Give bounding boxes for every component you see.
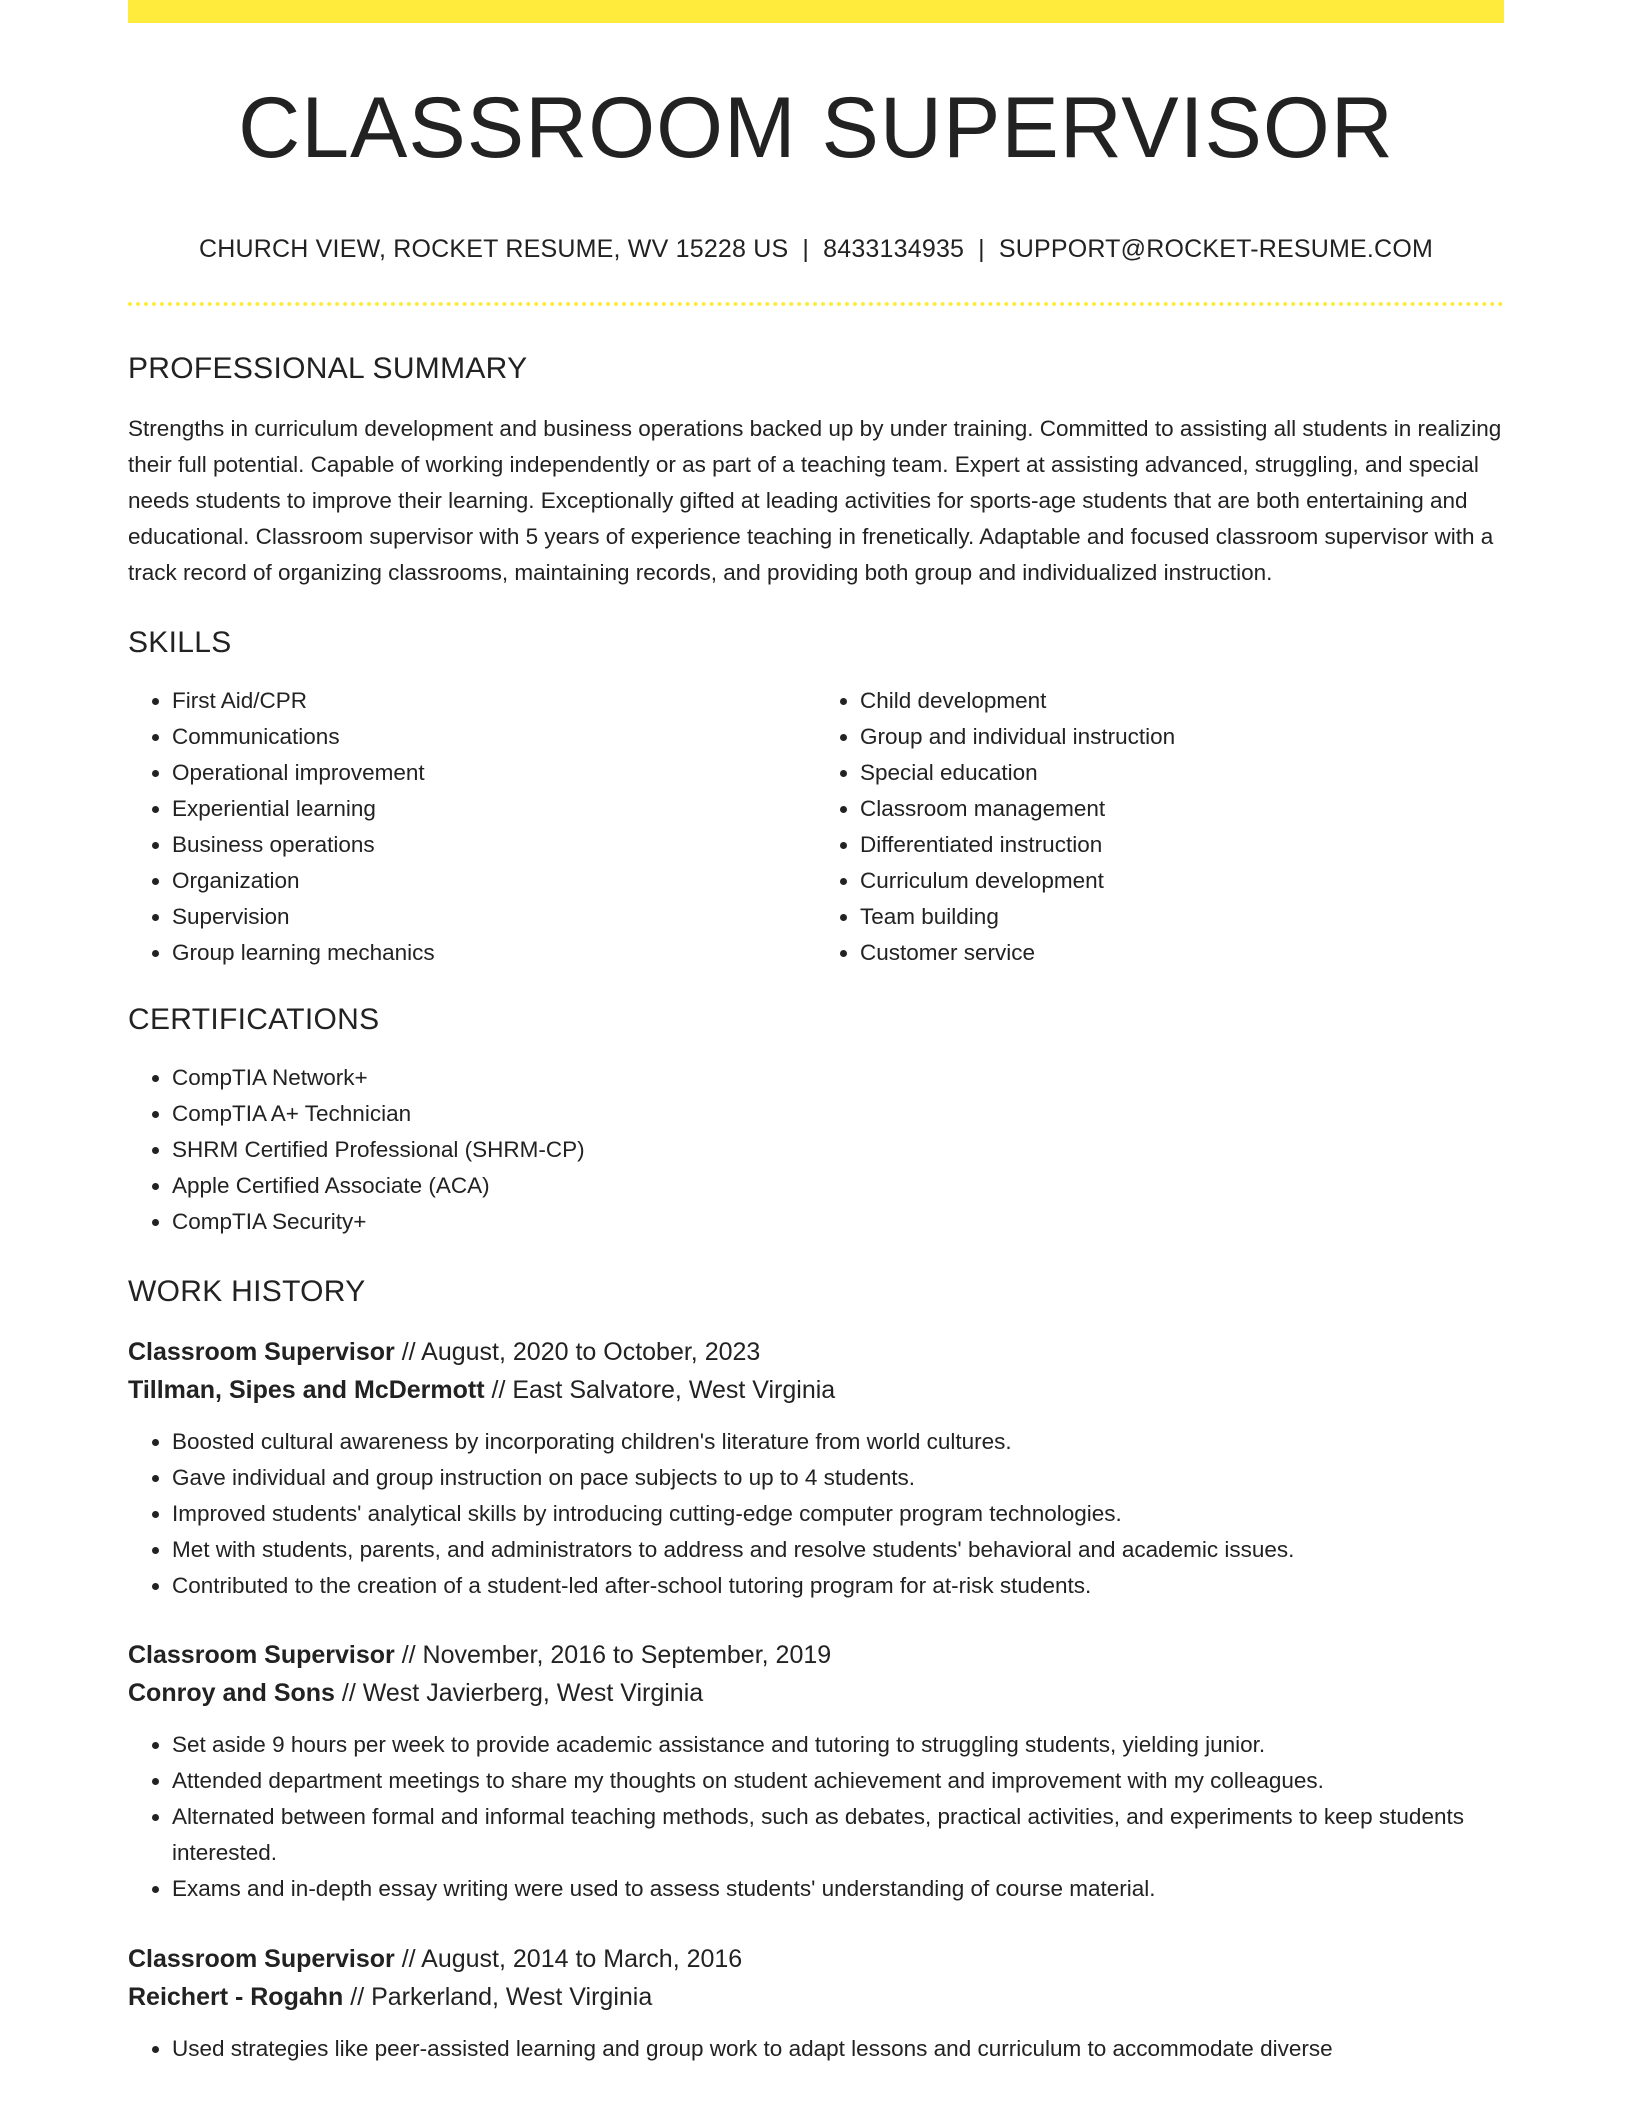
contact-email: SUPPORT@ROCKET-RESUME.COM (998, 235, 1433, 263)
top-accent-bar (128, 0, 1504, 23)
certifications-heading: CERTIFICATIONS (128, 1003, 380, 1036)
contact-separator: | (802, 235, 810, 263)
job-title-line (128, 1333, 1504, 1371)
list-item: • Set aside 9 hours per week to provide academic assistance and tutoring to struggling students, yielding junior. (172, 1727, 1504, 1763)
list-item: • CompTIA Network+ (172, 1060, 1504, 1096)
resume-name: CLASSROOM SUPERVISOR (238, 80, 1394, 176)
skills-heading: SKILLS (128, 626, 232, 659)
list-item: • Differentiated instruction (860, 827, 1504, 863)
skills-list-left (128, 683, 816, 971)
list-item: • CompTIA A+ Technician (172, 1096, 1504, 1132)
list-item: • SHRM Certified Professional (SHRM-CP) (172, 1132, 1504, 1168)
list-item: • Experiential learning (172, 791, 816, 827)
job-company-line (128, 1674, 1504, 1712)
list-item: • Improved students' analytical skills by introducing cutting-edge computer program technologies. (172, 1496, 1504, 1532)
list-item: • CompTIA Security+ (172, 1204, 1504, 1240)
job-company-line (128, 1371, 1504, 1409)
job-location: // Parkerland, West Virginia (343, 1983, 653, 2011)
list-item: • Organization (172, 863, 816, 899)
job-dates: // August, 2020 to October, 2023 (394, 1338, 761, 1366)
list-item: • Classroom management (860, 791, 1504, 827)
list-item: • Group and individual instruction (860, 719, 1504, 755)
contact-phone: 8433134935 (823, 235, 965, 263)
list-item: • Curriculum development (860, 863, 1504, 899)
job-company: Conroy and Sons (128, 1679, 335, 1707)
list-item: • Team building (860, 899, 1504, 935)
summary-heading: PROFESSIONAL SUMMARY (128, 352, 528, 385)
list-item: • Customer service (860, 935, 1504, 971)
list-item: • Child development (860, 683, 1504, 719)
job-title-line (128, 1940, 1504, 1978)
list-item: • Apple Certified Associate (ACA) (172, 1168, 1504, 1204)
contact-line (128, 237, 1504, 262)
list-item: • Used strategies like peer-assisted learning and group work to adapt lessons and curriculum to accommodate diverse (172, 2031, 1504, 2067)
job-dates: // August, 2014 to March, 2016 (394, 1945, 743, 1973)
list-item: • Alternated between formal and informal teaching methods, such as debates, practical activities, and experiments to keep students interested. (172, 1799, 1504, 1871)
job-entry (128, 1636, 1504, 1907)
list-item: • Gave individual and group instruction on pace subjects to up to 4 students. (172, 1460, 1504, 1496)
skills-list-right (816, 683, 1504, 971)
job-dates: // November, 2016 to September, 2019 (394, 1641, 832, 1669)
resume-page (128, 0, 1504, 2067)
list-item: • Exams and in-depth essay writing were used to assess students' understanding of course material. (172, 1871, 1504, 1907)
list-item: • Attended department meetings to share my thoughts on student achievement and improvement with my colleagues. (172, 1763, 1504, 1799)
job-title: Classroom Supervisor (128, 1641, 395, 1669)
list-item: • Business operations (172, 827, 816, 863)
job-company-line (128, 1978, 1504, 2016)
list-item: • Boosted cultural awareness by incorporating children's literature from world cultures. (172, 1424, 1504, 1460)
certifications-list (128, 1060, 1504, 1240)
summary-text: Strengths in curriculum development and business operations backed up by under training. Committed to assisting all students in realizing their full potential. Capable of working independently or as part of a teaching team. Expert at assisting advanced, struggling, and special needs students to improve their learning. Exceptionally gifted at leading activities for sports-age students that are both entertaining and educational. Classroom supervisor with 5 years of experience teaching in frenetically. Adaptable and focused classroom supervisor with a track record of organizing classrooms, maintaining records, and providing both group and individualized instruction. (128, 416, 1502, 585)
job-title: Classroom Supervisor (128, 1338, 395, 1366)
skills-columns (128, 683, 1504, 971)
job-entry (128, 1333, 1504, 1604)
job-title: Classroom Supervisor (128, 1945, 395, 1973)
list-item: • Met with students, parents, and administrators to address and resolve students' behavioral and academic issues. (172, 1532, 1504, 1568)
job-entry (128, 1940, 1504, 2067)
contact-address: CHURCH VIEW, ROCKET RESUME, WV 15228 US (199, 235, 789, 263)
job-company: Reichert - Rogahn (128, 1983, 344, 2011)
job-location: // East Salvatore, West Virginia (484, 1376, 836, 1404)
job-company: Tillman, Sipes and McDermott (128, 1376, 485, 1404)
job-bullets (128, 1424, 1504, 1604)
job-title-line (128, 1636, 1504, 1674)
list-item: • Contributed to the creation of a student-led after-school tutoring program for at-risk students. (172, 1568, 1504, 1604)
job-location: // West Javierberg, West Virginia (334, 1679, 704, 1707)
list-item: • Communications (172, 719, 816, 755)
list-item: • Special education (860, 755, 1504, 791)
list-item: • First Aid/CPR (172, 683, 816, 719)
job-bullets (128, 2031, 1504, 2067)
work-history-heading: WORK HISTORY (128, 1275, 366, 1308)
job-bullets (128, 1727, 1504, 1907)
list-item: • Group learning mechanics (172, 935, 816, 971)
dotted-divider (128, 302, 1504, 306)
contact-separator: | (978, 235, 985, 263)
list-item: • Operational improvement (172, 755, 816, 791)
list-item: • Supervision (172, 899, 816, 935)
